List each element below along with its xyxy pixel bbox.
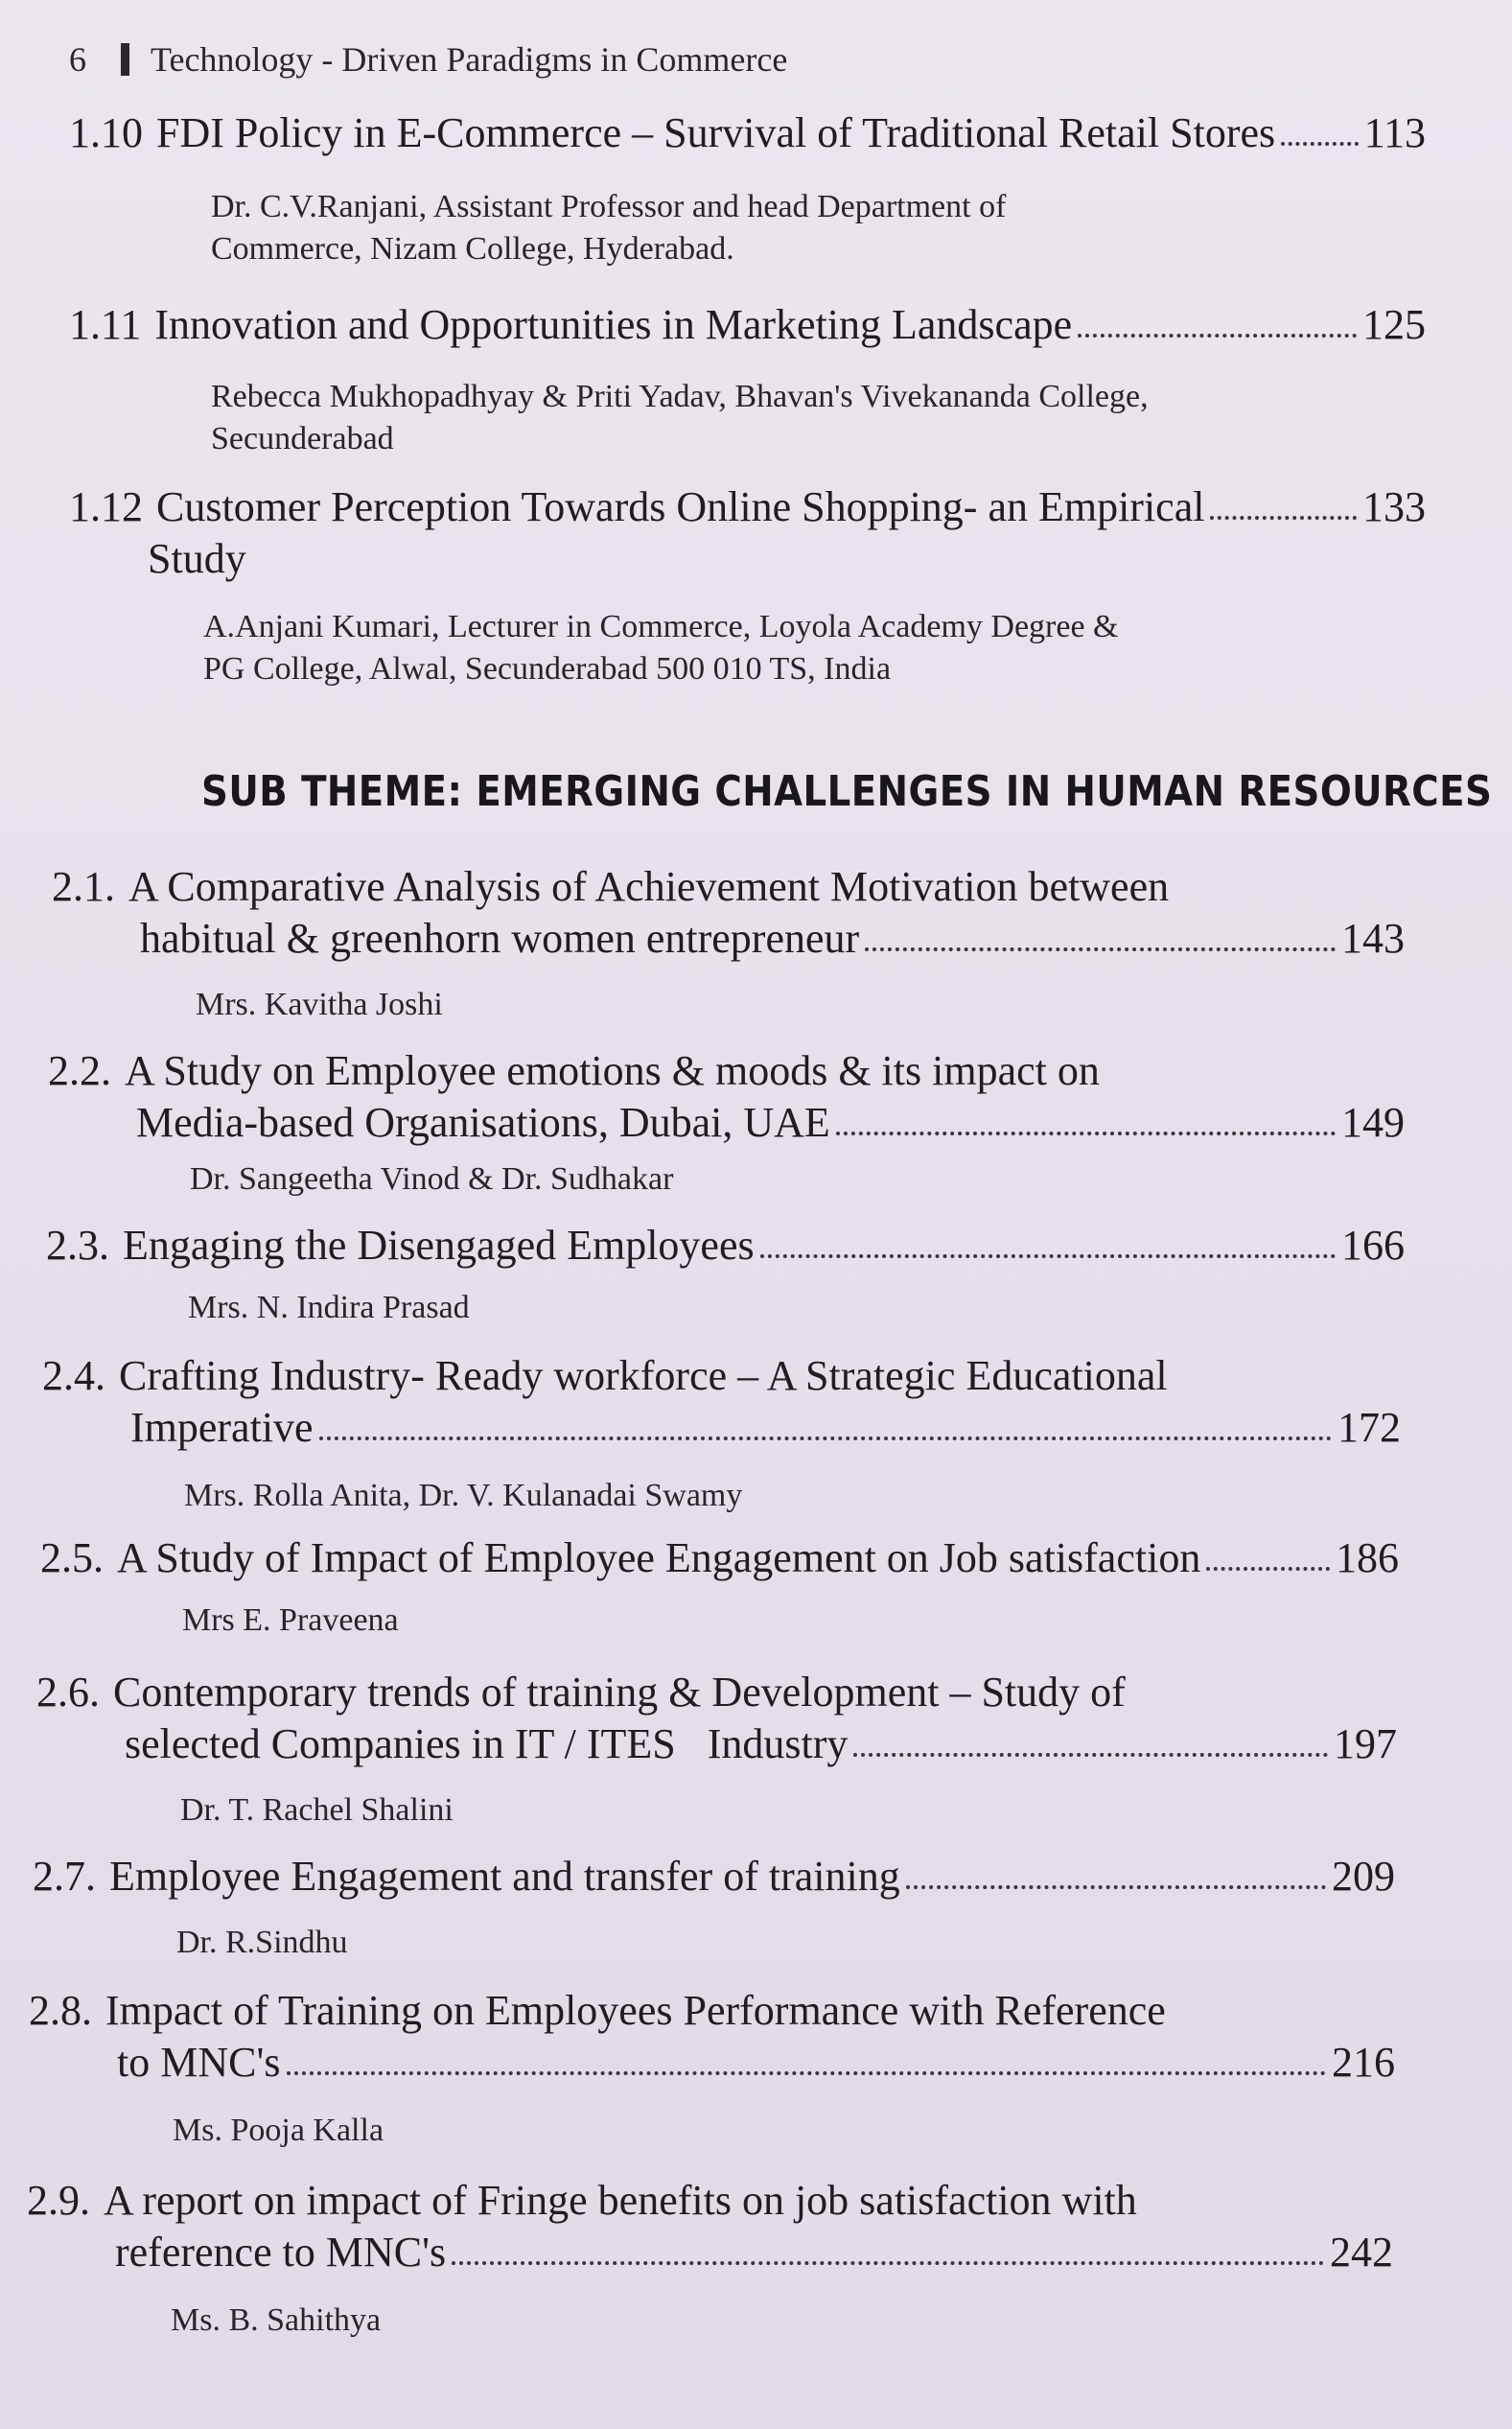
entry-author: Dr. R.Sindhu — [176, 1925, 348, 1960]
entry-page: 133 — [1362, 483, 1426, 530]
toc-entry-2-6 — [36, 1667, 1397, 1832]
dot-leader — [836, 1132, 1336, 1135]
header-bar — [121, 43, 129, 76]
entry-number: 2.2. — [48, 1047, 111, 1094]
dot-leader — [452, 2261, 1324, 2265]
toc-entry-2-9 — [27, 2175, 1393, 2342]
dot-leader — [319, 1436, 1332, 1440]
entry-page: 143 — [1341, 915, 1405, 962]
dot-leader — [287, 2071, 1326, 2075]
entry-page: 149 — [1341, 1099, 1405, 1146]
entry-title-continuation: Media-based Organisations, Dubai, UAE — [136, 1099, 830, 1146]
entry-author: Dr. T. Rachel Shalini — [180, 1792, 454, 1828]
entry-author: Commerce, Nizam College, Hyderabad. — [211, 231, 734, 267]
entry-number: 2.5. — [40, 1534, 104, 1581]
entry-page: 113 — [1363, 109, 1426, 156]
entry-author: Mrs. Rolla Anita, Dr. V. Kulanadai Swamy — [184, 1478, 743, 1513]
entry-page: 242 — [1330, 2229, 1393, 2276]
dot-leader — [865, 947, 1336, 951]
entry-page: 197 — [1334, 1720, 1397, 1767]
running-head — [69, 31, 1435, 88]
toc-entry-2-8 — [29, 1985, 1395, 2152]
entry-title: Impact of Training on Employees Performance with Reference — [105, 1987, 1166, 2034]
entry-page: 216 — [1332, 2039, 1395, 2086]
entry-title: Employee Engagement and transfer of training — [109, 1853, 900, 1900]
entry-number: 2.1. — [52, 863, 115, 910]
entry-page: 125 — [1362, 301, 1426, 348]
dot-leader — [853, 1753, 1328, 1757]
entry-title-continuation: habitual & greenhorn women entrepreneur — [140, 915, 860, 962]
entry-page: 166 — [1341, 1222, 1405, 1269]
page-number: 6 — [69, 40, 86, 79]
entry-author: Ms. B. Sahithya — [171, 2302, 382, 2338]
entry-number: 2.3. — [46, 1222, 109, 1269]
entry-author: Dr. C.V.Ranjani, Assistant Professor and head Department of — [211, 189, 1007, 224]
entry-number: 1.11 — [69, 301, 142, 348]
entry-title: Innovation and Opportunities in Marketing Landscape — [154, 301, 1073, 348]
toc-entry-2-7 — [33, 1851, 1395, 1964]
entry-author: Mrs E. Praveena — [182, 1602, 399, 1638]
subtheme-heading: SUB THEME: EMERGING CHALLENGES IN HUMAN RESOURCES — [201, 767, 1493, 816]
toc-entry-1-12 — [69, 481, 1426, 690]
toc-entry-2-4 — [42, 1350, 1401, 1517]
dot-leader — [1281, 142, 1359, 146]
entry-author: Mrs. N. Indira Prasad — [188, 1290, 470, 1325]
entry-number: 2.4. — [42, 1352, 105, 1399]
entry-title: Customer Perception Towards Online Shopping- an Empirical — [156, 483, 1205, 530]
toc-entry-1-10 — [69, 107, 1426, 270]
entry-author: PG College, Alwal, Secunderabad 500 010 TS, India — [203, 651, 892, 687]
entry-title-continuation: reference to MNC's — [115, 2229, 447, 2276]
entry-page: 172 — [1338, 1404, 1401, 1451]
entry-title: FDI Policy in E-Commerce – Survival of Traditional Retail Stores — [156, 109, 1276, 156]
dot-leader — [1078, 334, 1357, 338]
entry-title-continuation: Study — [148, 535, 246, 582]
entry-title: Crafting Industry- Ready workforce – A Strategic Educational — [119, 1352, 1168, 1399]
entry-author: Secunderabad — [211, 421, 394, 456]
entry-title: Engaging the Disengaged Employees — [123, 1222, 755, 1269]
dot-leader — [906, 1885, 1326, 1889]
entry-author: Rebecca Mukhopadhyay & Priti Yadav, Bhavan's Vivekananda College, — [211, 379, 1149, 414]
entry-title: A Study on Employee emotions & moods & its impact on — [125, 1047, 1100, 1094]
toc-entry-2-2 — [48, 1045, 1405, 1201]
toc-entry-2-3 — [46, 1220, 1405, 1329]
entry-number: 2.7. — [33, 1853, 96, 1900]
entry-title: A Study of Impact of Employee Engagement on Job satisfaction — [117, 1534, 1201, 1581]
entry-title: A Comparative Analysis of Achievement Motivation between — [128, 863, 1170, 910]
toc-entry-2-5 — [40, 1532, 1399, 1642]
dot-leader — [760, 1254, 1336, 1258]
entry-number: 2.8. — [29, 1987, 92, 2034]
dot-leader — [1206, 1567, 1330, 1571]
entry-page: 209 — [1332, 1853, 1395, 1900]
entry-title-continuation: selected Companies in IT / ITES Industry — [125, 1720, 849, 1767]
entry-title-continuation: Imperative — [130, 1404, 314, 1451]
entry-number: 1.10 — [69, 109, 143, 156]
entry-author: A.Anjani Kumari, Lecturer in Commerce, Loyola Academy Degree & — [203, 609, 1119, 644]
entry-title-continuation: to MNC's — [117, 2039, 281, 2086]
entry-page: 186 — [1336, 1534, 1399, 1581]
toc-entry-1-11 — [69, 299, 1426, 460]
entry-number: 2.9. — [27, 2177, 90, 2224]
dot-leader — [1210, 516, 1357, 520]
entry-number: 2.6. — [36, 1669, 100, 1716]
entry-author: Mrs. Kavitha Joshi — [196, 987, 443, 1022]
entry-title: A report on impact of Fringe benefits on job satisfaction with — [104, 2177, 1137, 2224]
entry-title: Contemporary trends of training & Development – Study of — [113, 1669, 1126, 1716]
entry-author: Ms. Pooja Kalla — [173, 2113, 384, 2148]
entry-number: 1.12 — [69, 483, 143, 530]
book-title: Technology - Driven Paradigms in Commerce — [151, 40, 788, 79]
entry-author: Dr. Sangeetha Vinod & Dr. Sudhakar — [190, 1161, 674, 1197]
toc-entry-2-1 — [52, 861, 1405, 1026]
